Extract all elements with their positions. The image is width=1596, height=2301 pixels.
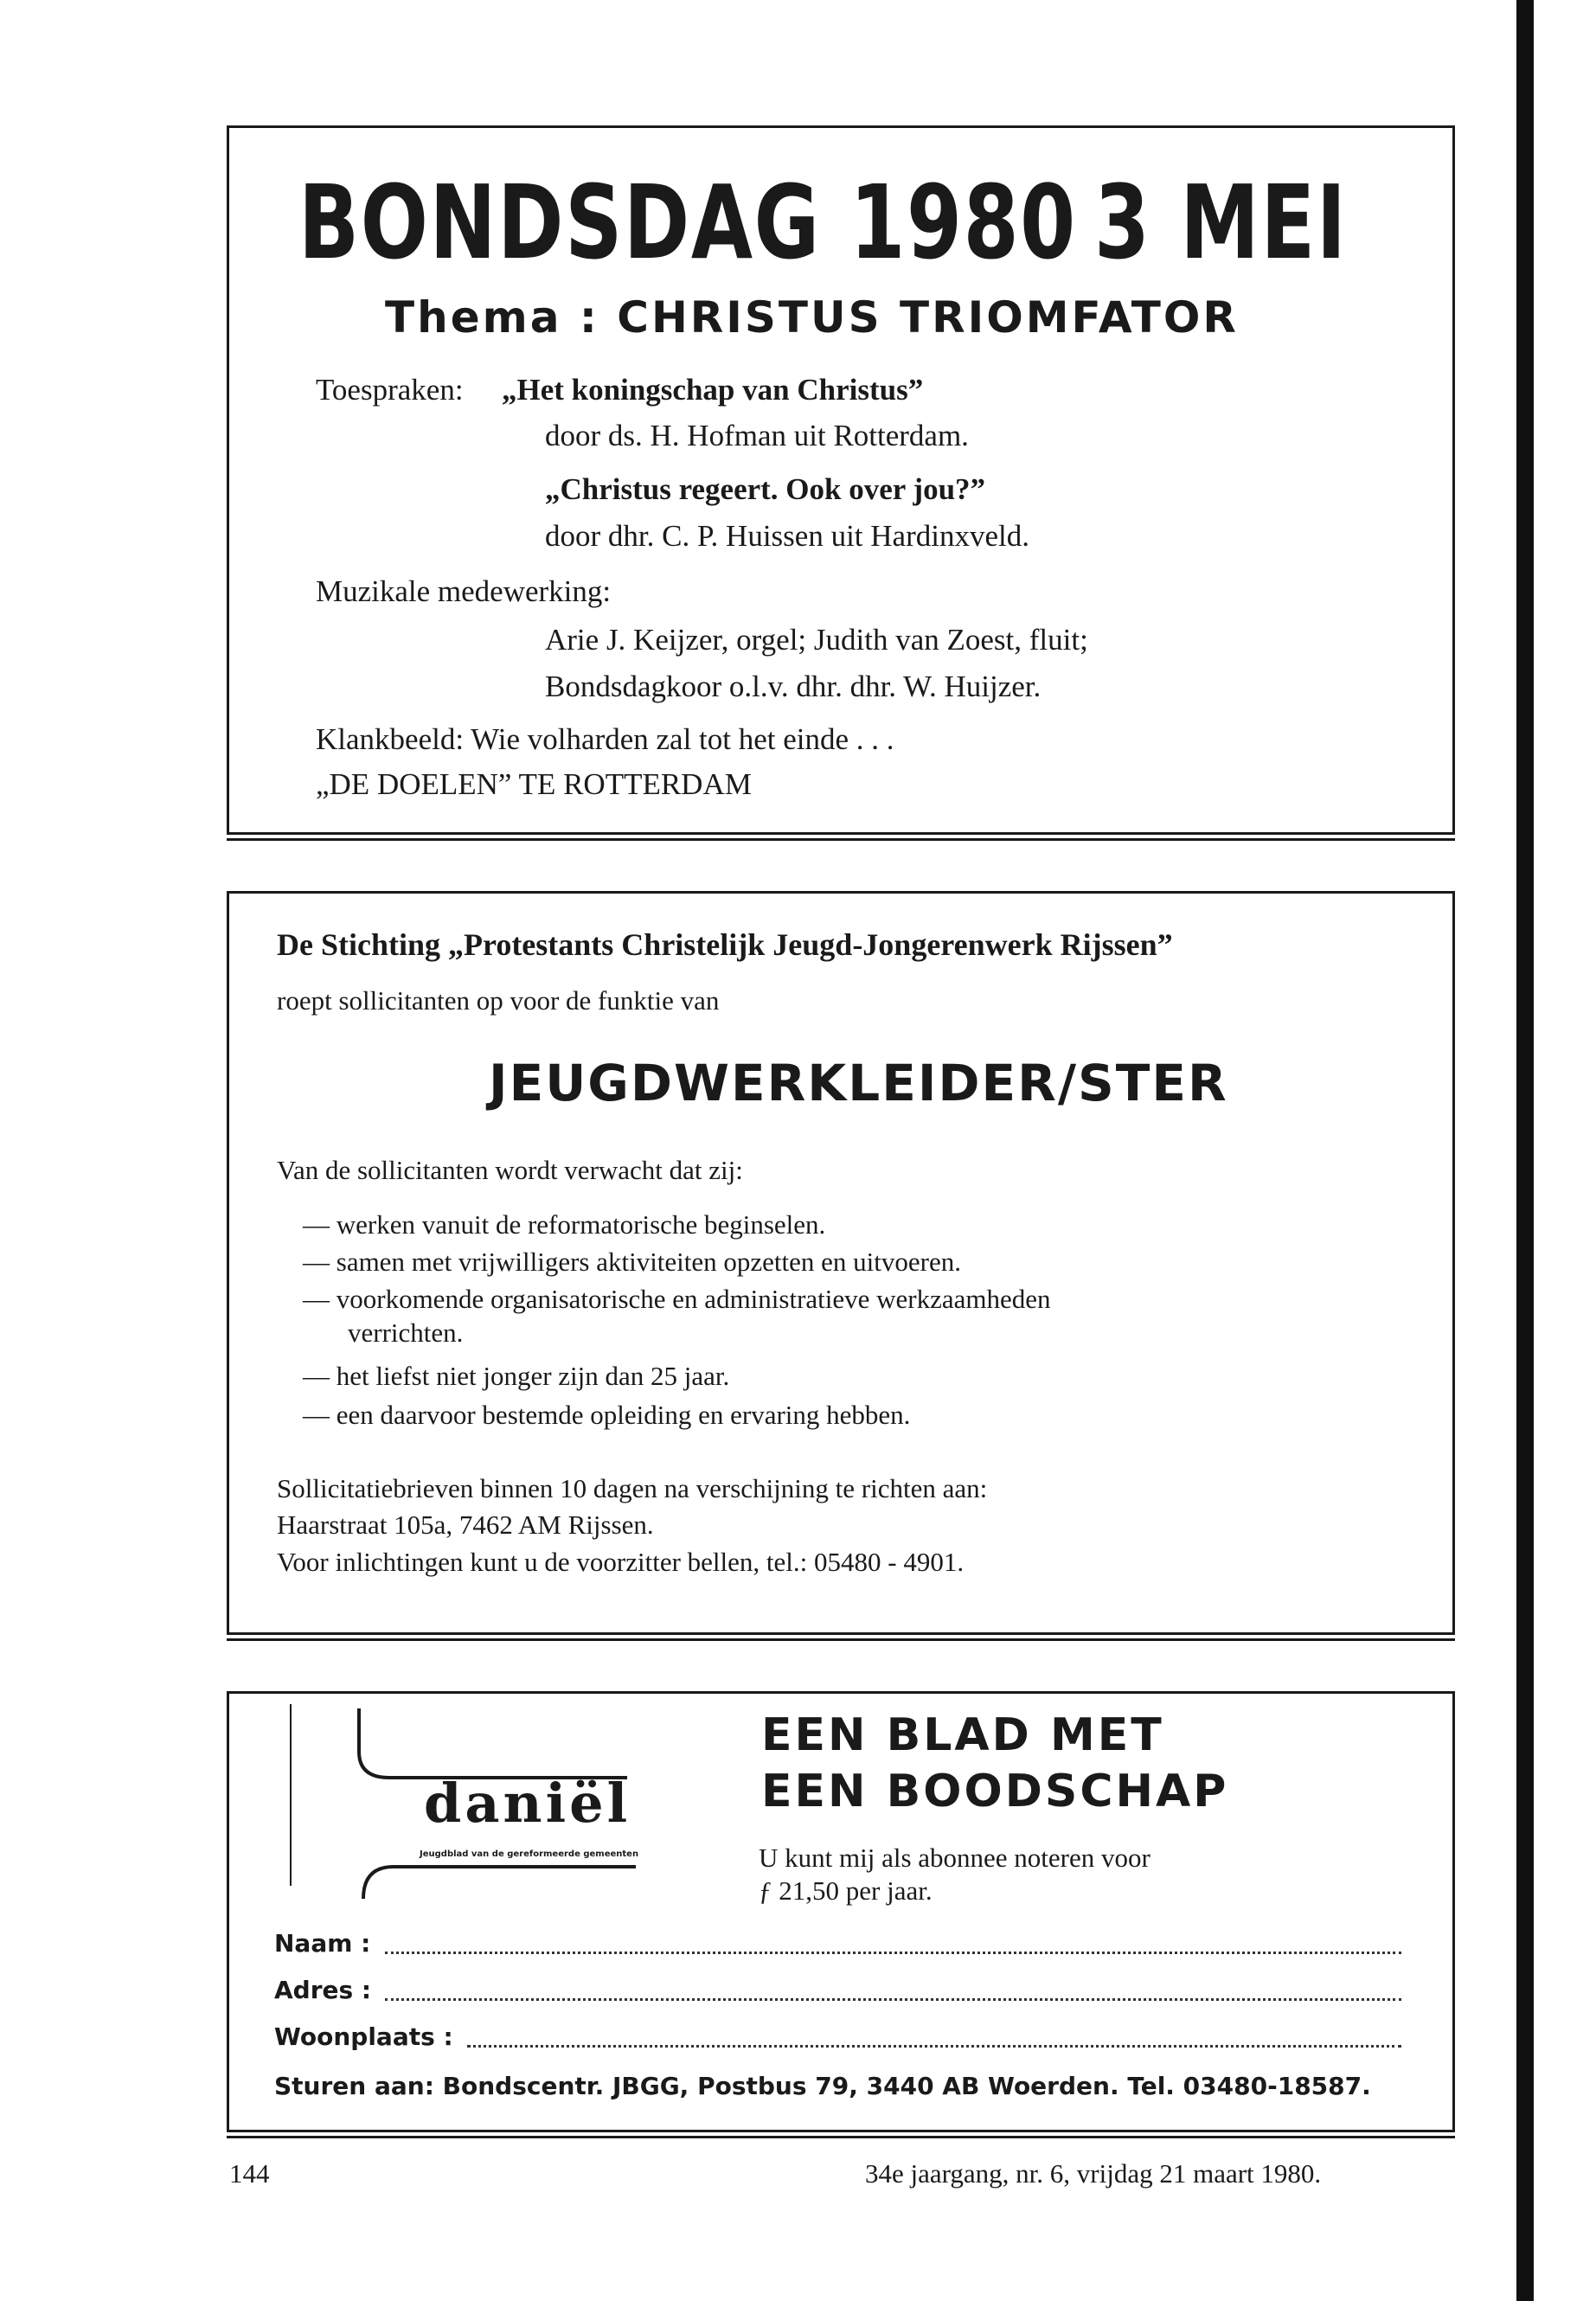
vacancy-advertisement: [227, 891, 1455, 1635]
job-title: JEUGDWERKLEIDER/STER: [489, 1054, 1228, 1112]
issue-info: 34e jaargang, nr. 6, vrijdag 21 maart 1980.: [865, 2158, 1322, 2189]
logo-word: daniël: [424, 1772, 631, 1835]
requirement-item: — werken vanuit de reformatorische beginselen.: [303, 1209, 826, 1240]
woonplaats-field[interactable]: [467, 2045, 1401, 2048]
music-label: Muzikale medewerking:: [316, 574, 612, 608]
logo-subtitle: Jeugdblad van de gereformeerde gemeenten: [420, 1849, 639, 1859]
theme-title: Thema : CHRISTUS TRIOMFATOR: [385, 292, 1239, 343]
talk1-speaker: door ds. H. Hofman uit Rotterdam.: [545, 419, 969, 452]
page-number: 144: [229, 2158, 270, 2189]
send-to-address: Sturen aan: Bondscentr. JBGG, Postbus 79, 3440 AB Woerden. Tel. 03480-18587.: [274, 2072, 1371, 2100]
headline-bondsdag: BONDSDAG 1980: [298, 163, 1077, 282]
music-line-1: Arie J. Keijzer, orgel; Judith van Zoest, fluit;: [545, 623, 1088, 657]
apply-address: Haarstraat 105a, 7462 AM Rijssen.: [277, 1509, 654, 1540]
vacancy-intro: roept sollicitanten op voor de funktie van: [277, 985, 720, 1016]
apply-line-1: Sollicitatiebrieven binnen 10 dagen na verschijning te richten aan:: [277, 1473, 988, 1503]
bondsdag-advertisement: [227, 125, 1455, 835]
toespraken-label: Toespraken:: [316, 373, 464, 407]
requirement-item: — een daarvoor bestemde opleiding en ervaring hebben.: [303, 1400, 911, 1430]
talk1-title: „Het koningschap van Christus”: [502, 373, 924, 407]
requirement-item-continued: verrichten.: [348, 1317, 464, 1348]
slogan-line-2: EEN BOODSCHAP: [761, 1766, 1229, 1817]
subscribe-line-1: U kunt mij als abonnee noteren voor: [759, 1843, 1151, 1873]
talk2-title: „Christus regeert. Ook over jou?”: [545, 472, 986, 506]
daniel-subscription-advertisement: [227, 1691, 1455, 2132]
headline-date: 3 MEI: [1094, 163, 1348, 282]
scan-edge-bar: [1516, 0, 1534, 2301]
subscribe-price: ƒ 21,50 per jaar.: [759, 1875, 933, 1906]
venue: „DE DOELEN” TE ROTTERDAM: [316, 767, 752, 801]
daniel-logo: [290, 1704, 639, 1903]
requirement-item: — het liefst niet jonger zijn dan 25 jaar.: [303, 1361, 730, 1391]
adres-label: Adres :: [274, 1976, 372, 2004]
woonplaats-label: Woonplaats :: [274, 2022, 453, 2051]
naam-field[interactable]: [385, 1952, 1401, 1954]
klankbeeld: Klankbeeld: Wie volharden zal tot het einde . . .: [316, 722, 894, 756]
organisation-name: De Stichting „Protestants Christelijk Jeugd-Jongerenwerk Rijssen”: [277, 927, 1173, 962]
talk2-speaker: door dhr. C. P. Huissen uit Hardinxveld.: [545, 519, 1029, 553]
requirement-item: — voorkomende organisatorische en administratieve werkzaamheden: [303, 1284, 1051, 1314]
slogan-line-1: EEN BLAD MET: [761, 1709, 1164, 1761]
apply-phone: Voor inlichtingen kunt u de voorzitter bellen, tel.: 05480 - 4901.: [277, 1547, 965, 1577]
music-line-2: Bondsdagkoor o.l.v. dhr. dhr. W. Huijzer.: [545, 670, 1042, 703]
requirement-item: — samen met vrijwilligers aktiviteiten opzetten en uitvoeren.: [303, 1247, 961, 1277]
adres-field[interactable]: [385, 1998, 1401, 2001]
expectation-intro: Van de sollicitanten wordt verwacht dat zij:: [277, 1155, 743, 1185]
naam-label: Naam :: [274, 1929, 371, 1958]
